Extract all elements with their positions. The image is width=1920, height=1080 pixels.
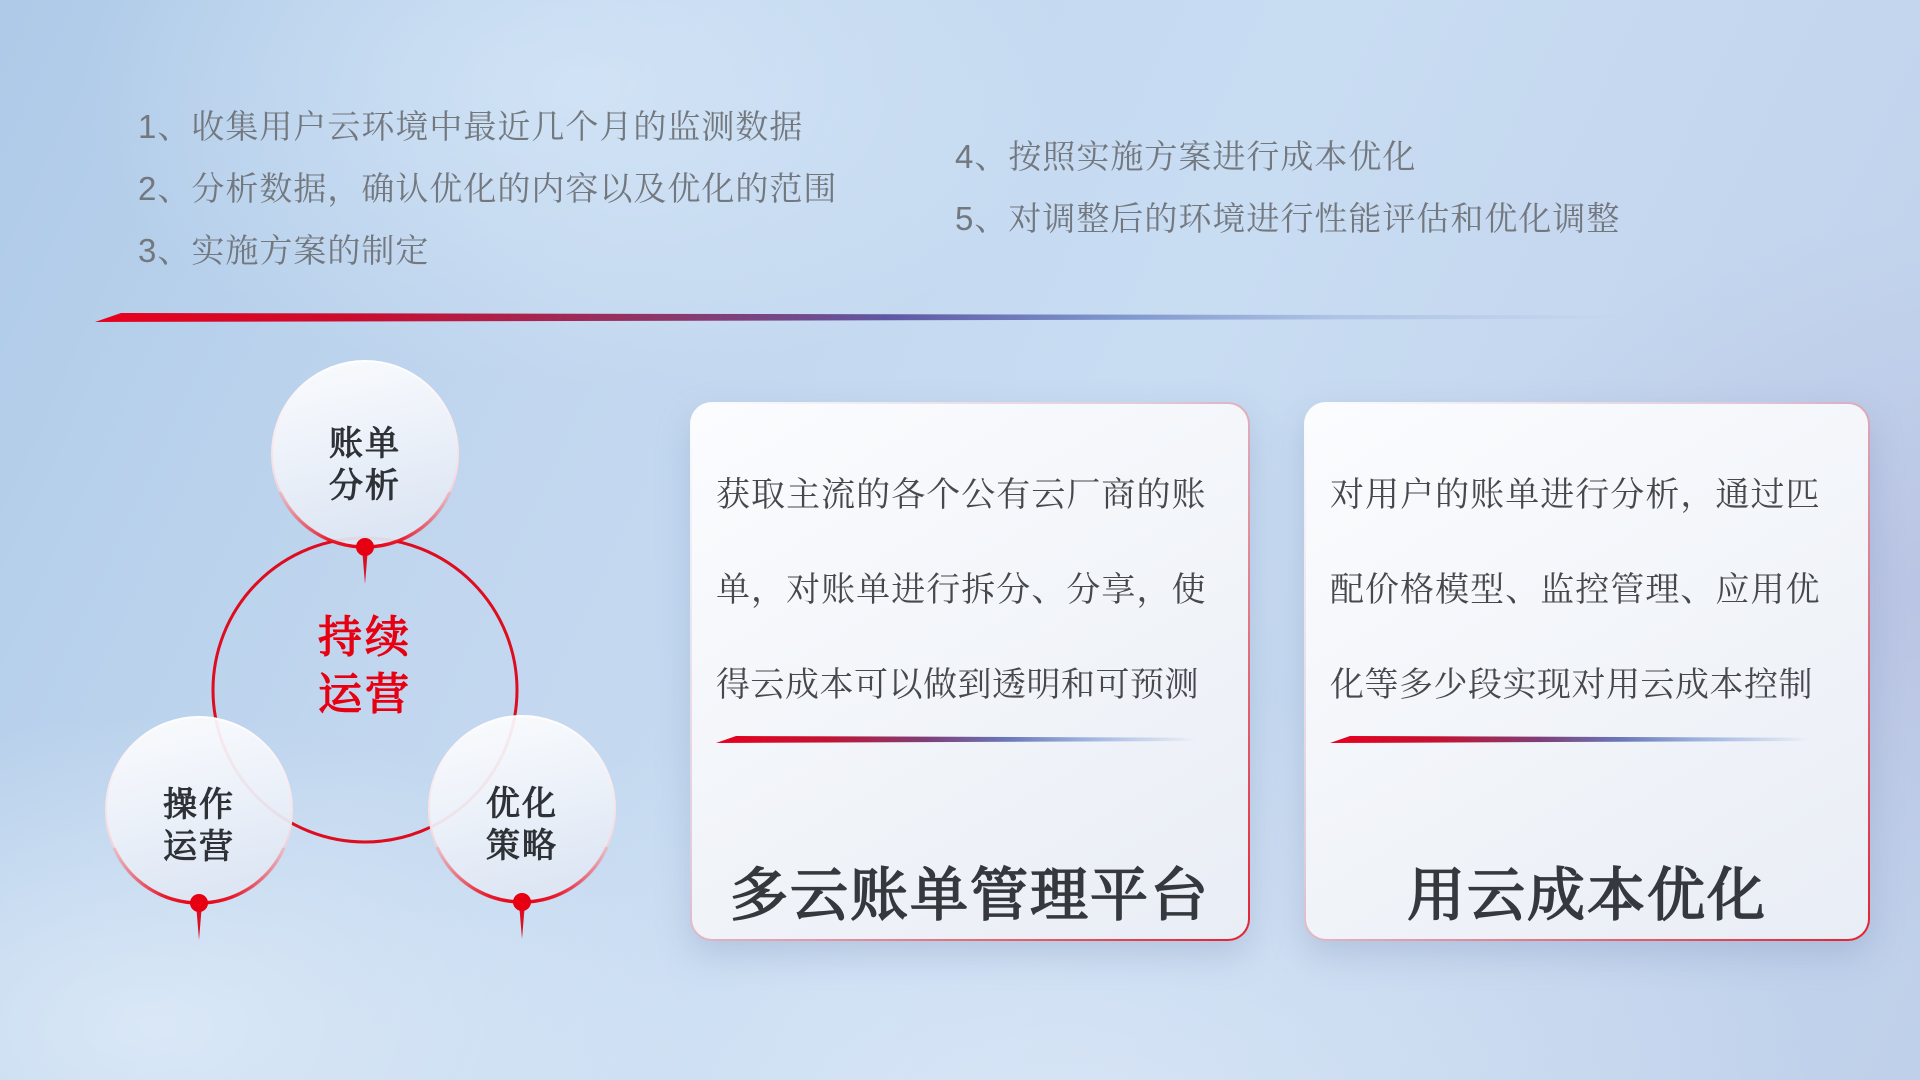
section-divider-line [95,313,1685,322]
card-title: 用云成本优化 [1406,863,1767,928]
dot-tail [197,910,202,940]
node-label-billing-analysis-line2: 分析 [329,467,401,505]
center-label-line2: 运营 [318,670,412,719]
card-divider-line [716,736,1216,743]
card-title: 多云账单管理平台 [729,863,1210,928]
process-step-4: 4、按照实施方案进行成本优化 [955,138,1417,175]
node-label-strategy-line2: 策略 [486,827,558,865]
connector-dot [513,893,531,911]
process-steps-right [955,126,1620,250]
node-label-strategy-line1: 优化 [486,785,558,823]
cycle-diagram [80,340,680,960]
process-step-2: 2、分析数据，确认优化的内容以及优化的范围 [138,170,838,207]
card-divider-line [1330,736,1830,743]
card-body-text: 对用户的账单进行分析，通过匹配价格模型、监控管理、应用优化等多少段实现对用云成本控制 [1330,476,1820,704]
process-step-5: 5、对调整后的环境进行性能评估和优化调整 [955,200,1621,237]
card-multicloud-billing [690,402,1250,941]
center-label-line1: 持续 [318,613,412,662]
card-cost-optimization [1304,402,1870,941]
node-label-operations-line2: 运营 [163,828,235,866]
node-label-operations-line1: 操作 [163,786,235,824]
dot-tail [520,909,525,939]
process-step-1: 1、收集用户云环境中最近几个月的监测数据 [138,108,804,145]
connector-dot [190,894,208,912]
connector-dot [356,538,374,556]
process-step-3: 3、实施方案的制定 [138,232,430,269]
card-body-text: 获取主流的各个公有云厂商的账单，对账单进行拆分、分享，使得云成本可以做到透明和可预测 [716,476,1206,704]
process-steps-left [138,96,837,282]
cycle-diagram-svg [80,340,680,960]
dot-tail [363,554,368,584]
node-label-billing-analysis-line1: 账单 [329,425,401,463]
